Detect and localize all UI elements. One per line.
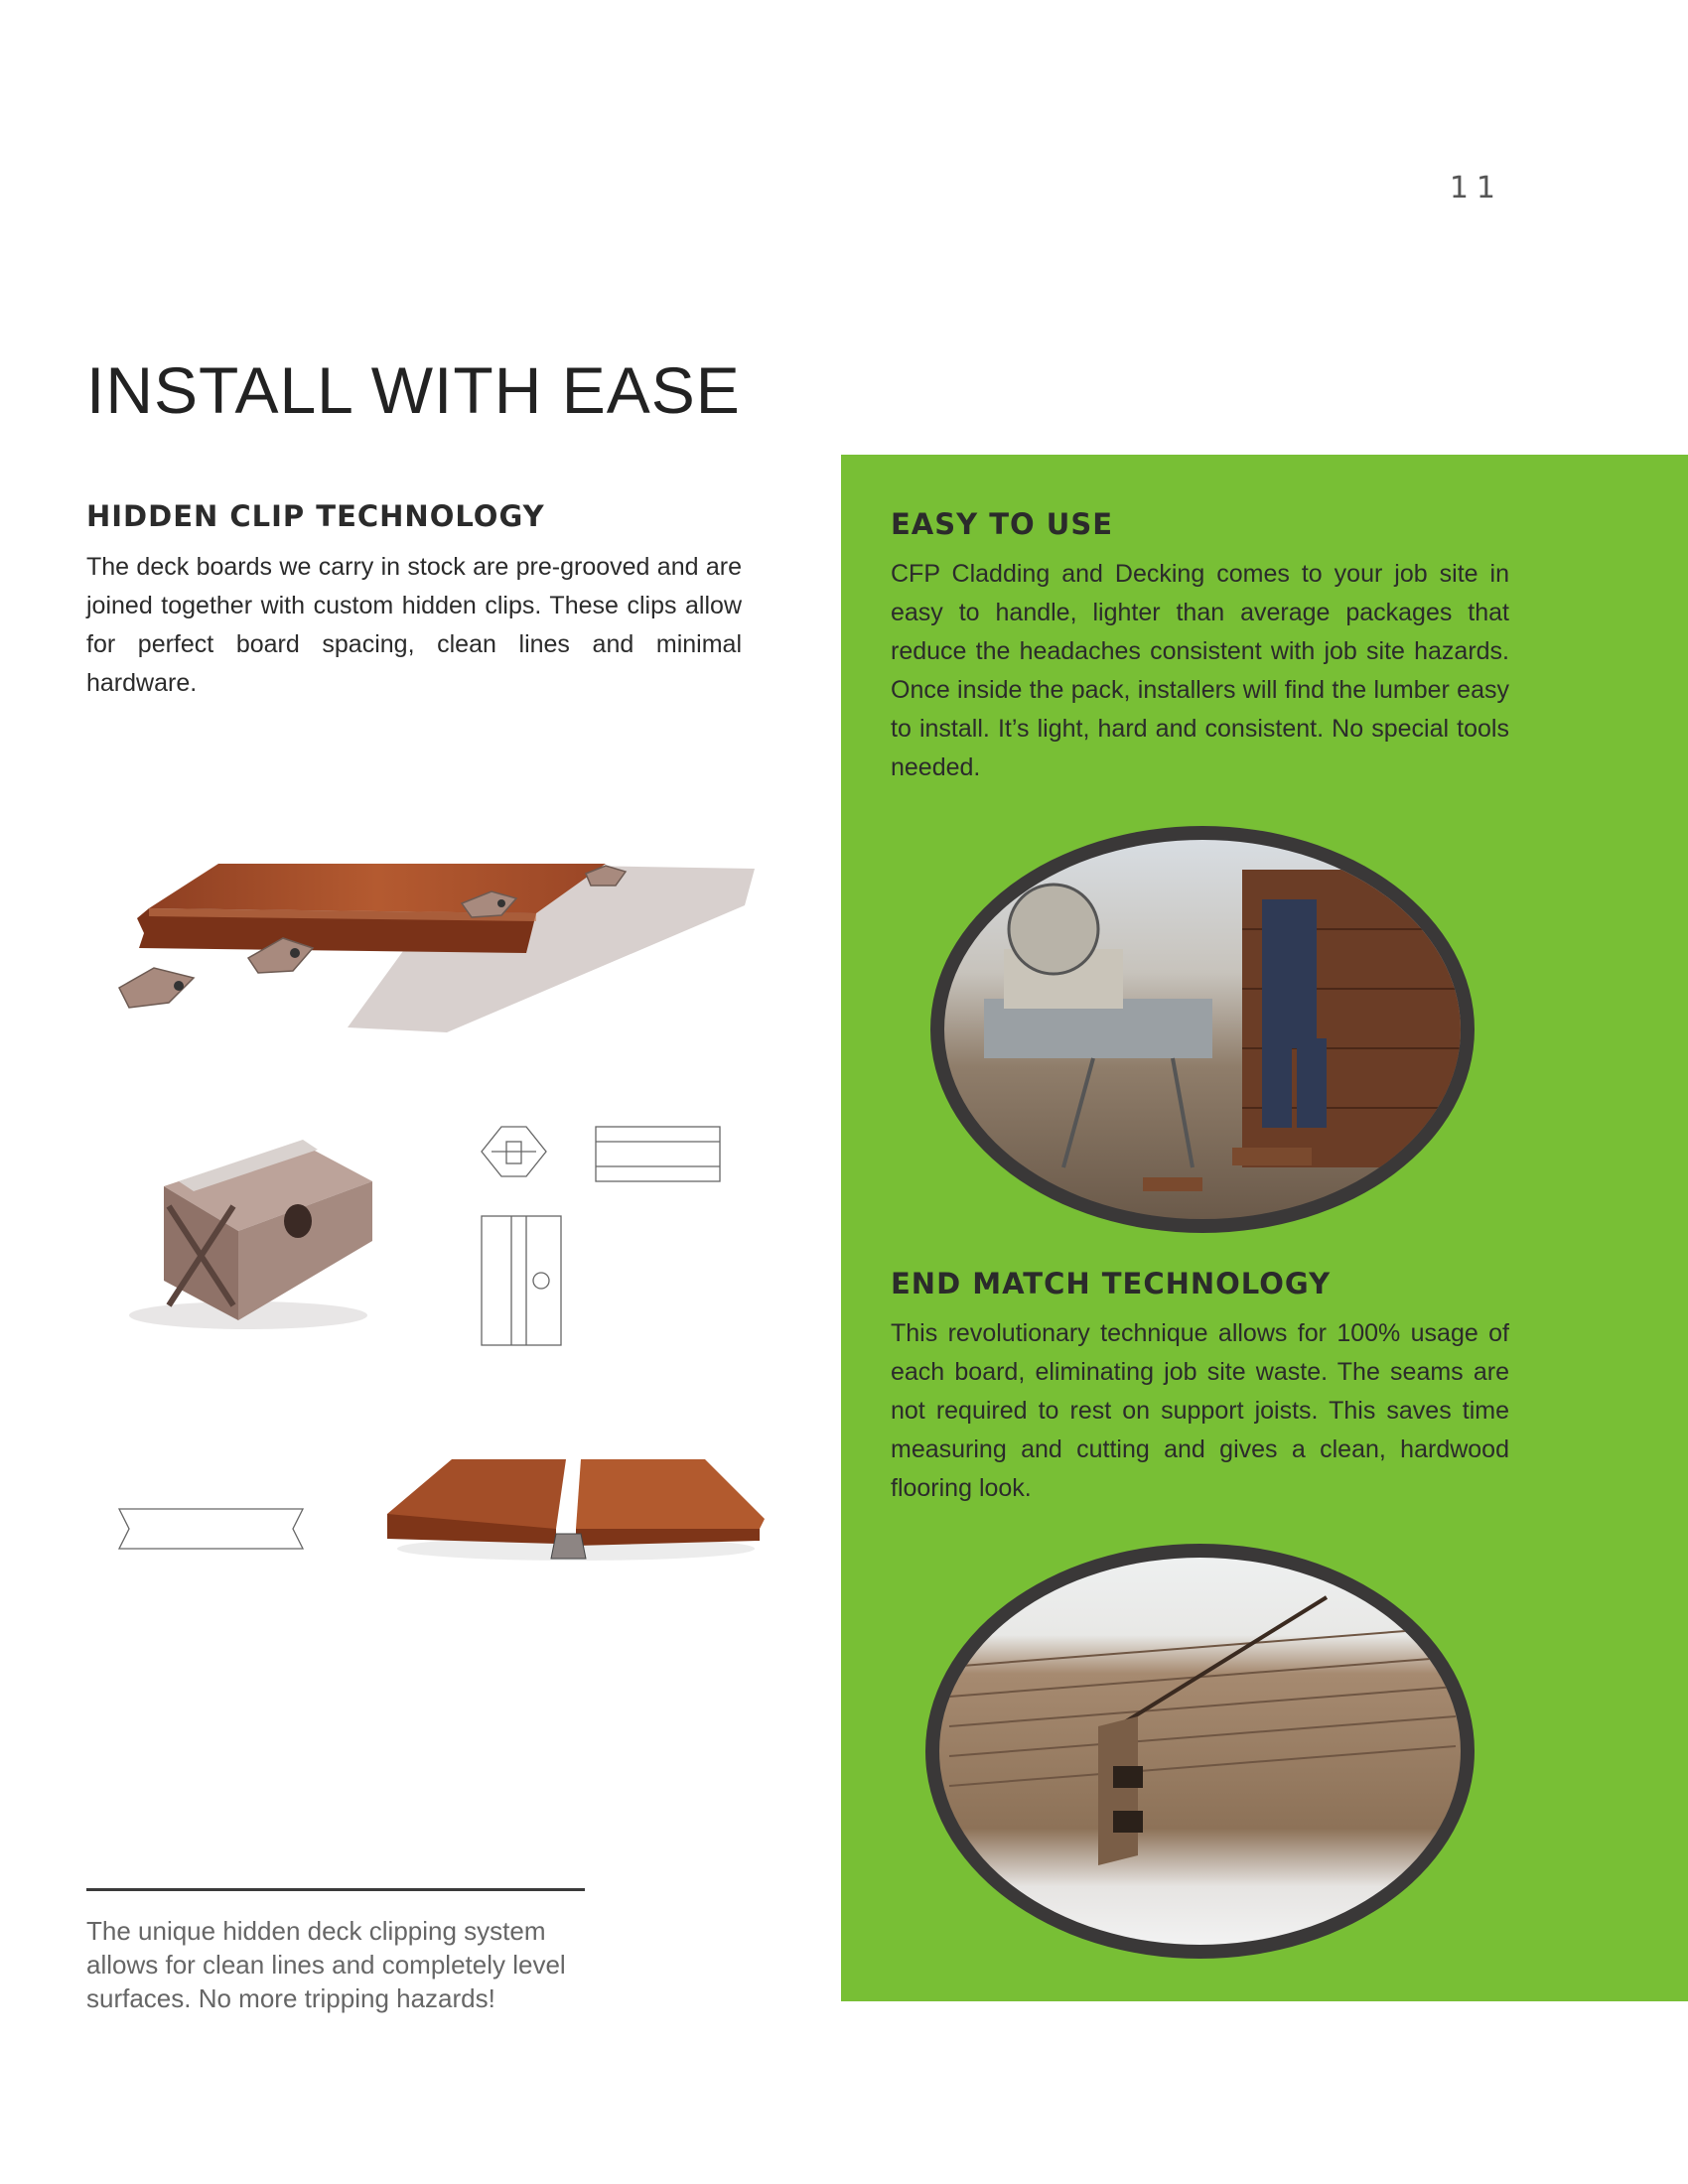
board-profile-drawing — [114, 1504, 313, 1554]
end-match-heading: END MATCH TECHNOLOGY — [891, 1267, 1332, 1300]
hidden-clip-heading: HIDDEN CLIP TECHNOLOGY — [86, 499, 545, 533]
deck-board-clips-illustration — [109, 844, 765, 1052]
easy-to-use-heading: EASY TO USE — [891, 507, 1114, 541]
easy-to-use-body: CFP Cladding and Decking comes to your job site in easy to handle, lighter than average packages that reduce the headaches consistent with job site hazards. Once inside the pack, installers will find the lumber easy to install. It’s light, hard and consistent. No special tools needed. — [891, 560, 1509, 781]
end-match-boards-illustration — [382, 1449, 770, 1569]
hidden-clip-body: The deck boards we carry in stock are pre-grooved and are joined together with custom hidden clips. These clips allow for perfect board spacing, clean lines and minimal hardware. — [86, 553, 742, 697]
end-match-photo — [925, 1544, 1475, 1959]
clip-technical-drawings — [467, 1122, 735, 1360]
page-number: 11 — [1449, 171, 1503, 205]
page-title: INSTALL WITH EASE — [86, 353, 741, 427]
caption-text: The unique hidden deck clipping system allows for clean lines and completely level surfaces. No more tripping hazards! — [86, 1916, 566, 2013]
end-match-body: This revolutionary technique allows for 100% usage of each board, eliminating job site waste. The seams are not required to rest on support joists. This saves time measuring and cutting and gives a clean, hardwood flooring look. — [891, 1319, 1509, 1502]
caption-rule — [86, 1888, 585, 1891]
workshop-photo — [930, 826, 1475, 1233]
clip-closeup-illustration — [109, 1122, 387, 1340]
